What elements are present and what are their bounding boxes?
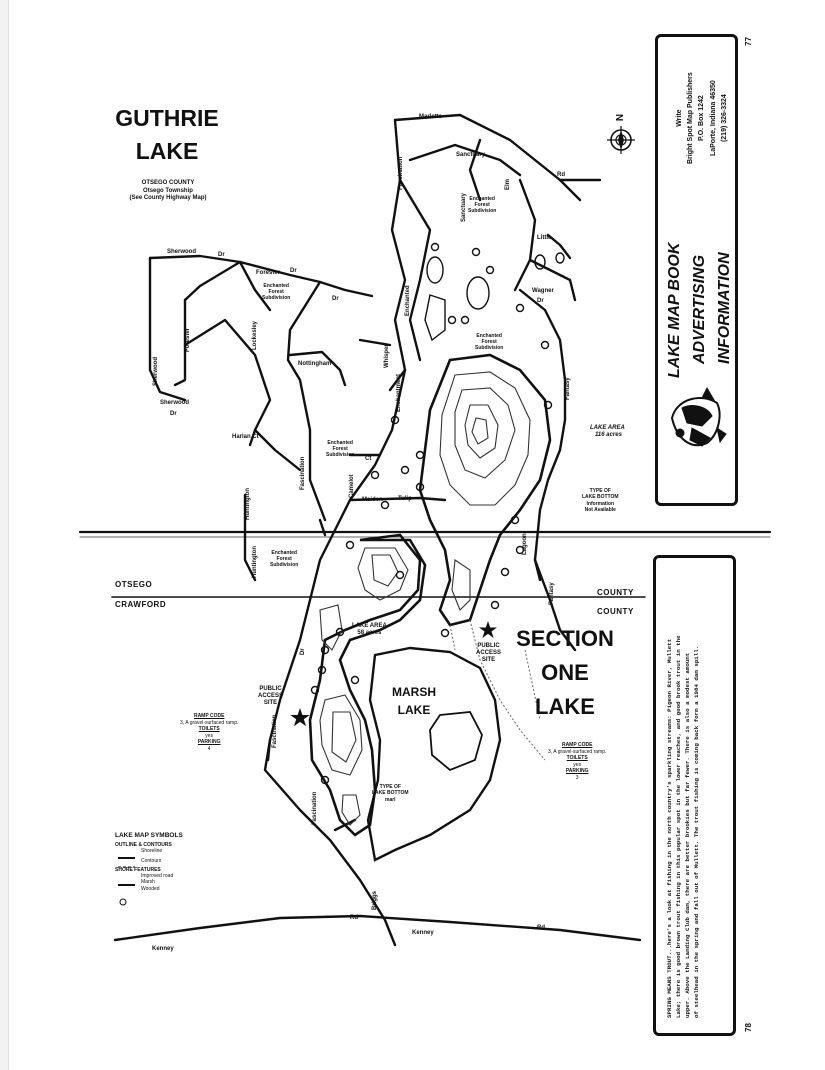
subdivision-mid: [326, 440, 354, 458]
otsego-label: OTSEGO: [115, 580, 153, 589]
section-one-bottom-l3: marl: [385, 796, 396, 803]
subdiv-c-l3: Subdivision: [475, 345, 504, 351]
guthrie-note: (See County Highway Map): [129, 195, 207, 201]
east-toilets-val: yes: [573, 761, 582, 768]
section-one-title-l2: ONE: [541, 660, 589, 686]
marsh-lake-label: [392, 683, 436, 719]
guthrie-title: [112, 102, 222, 169]
road-dr-fascination: Dr: [332, 296, 339, 302]
road-sherwood-top: Sherwood: [167, 249, 197, 255]
west-ramp-info: [180, 713, 238, 752]
road-sanctuary: Sanctuary: [456, 152, 486, 158]
guthrie-county-block: [118, 180, 218, 203]
subdiv-d-l3: Subdivision: [326, 452, 355, 458]
road-elm: Elm: [505, 178, 511, 190]
advertising-line2: ADVERTISING: [690, 254, 708, 364]
guthrie-lake-area-label: LAKE AREA: [590, 425, 625, 431]
section-one-bottom-l1: TYPE OF: [379, 784, 401, 790]
east-access-l3: SITE: [481, 657, 496, 664]
road-rd-ne: Rd: [557, 172, 565, 178]
ad-write: Write: [676, 109, 683, 127]
subdiv-a-l1: Enchanted: [469, 196, 495, 202]
subdiv-b-l2: Forest: [268, 289, 284, 295]
road-fascination-north: Fascination: [398, 156, 404, 190]
road-enchanted-vertical: Enchanted: [405, 285, 411, 316]
guthrie-county: OTSEGO COUNTY: [141, 180, 195, 186]
road-ct-camelot: Ct: [365, 456, 372, 462]
ad-city: LaPorte, Indiana 46350: [709, 80, 717, 157]
west-public-access: [258, 686, 283, 708]
road-kenney-east: Kenney: [412, 930, 434, 936]
advertising-line1: LAKE MAP BOOK: [666, 242, 683, 378]
west-access-l1: PUBLIC: [259, 686, 282, 692]
kenney-road: [115, 916, 640, 940]
road-rd-kenney: Rd: [350, 915, 358, 921]
east-public-access: [476, 643, 501, 665]
road-camelot: Camelot: [349, 474, 355, 498]
road-dr-wagner: Dr: [537, 298, 544, 304]
west-parking: PARKING: [197, 739, 221, 745]
subdiv-e-l1: Enchanted: [271, 550, 297, 556]
county-label-top: COUNTY: [597, 588, 634, 597]
legend-outline: OUTLINE & CONTOURS: [115, 842, 172, 849]
page-number-top: 77: [744, 37, 753, 46]
road-fantasy-north: Fantasy: [565, 377, 571, 400]
legend-improved-road: Improved road: [141, 873, 174, 880]
subdivision-center: [475, 333, 503, 351]
road-dr-top: Dr: [218, 252, 225, 258]
road-kenney-west: Kenney: [152, 946, 174, 952]
section-one-lake-area: [352, 623, 387, 637]
guthrie-lake-area-value: 116 acres: [595, 432, 622, 439]
subdiv-c-l2: Forest: [481, 339, 497, 345]
subdiv-b-l3: Subdivision: [262, 295, 291, 301]
legend-title: LAKE MAP SYMBOLS: [115, 832, 183, 839]
road-tulip: Tulip: [398, 496, 412, 502]
trout-note-line2: Lake; there is good brown trout fishing in this popular spot in the lower reaches, and good brook trout in the: [674, 635, 682, 1018]
road-forester-top: Forester: [256, 270, 281, 276]
section-one-title: [505, 622, 625, 724]
road-sherwood-bottom: Sherwood: [160, 400, 190, 406]
road-harlan-ct: Harlan Ct: [232, 434, 259, 440]
road-forester-vertical: Forester: [185, 327, 191, 352]
advertising-line3: INFORMATION: [715, 252, 733, 364]
east-parking-val: 3: [575, 774, 579, 781]
road-enchantment: Enchantment: [396, 373, 402, 412]
legend-contour: Contours: [141, 857, 162, 864]
trout-note-line3: upper. Above the Landing Club dam, there are better brookies but far fewer. There is also a modest amount: [683, 652, 691, 1018]
fish-mascot-illustration: [662, 378, 730, 458]
subdiv-a-l2: Forest: [474, 202, 490, 208]
road-marlette: Marlette: [419, 114, 443, 120]
guthrie-lake-shore: [420, 355, 550, 625]
west-ramp-code: RAMP CODE: [193, 713, 225, 719]
guthrie-title-line1: GUTHRIE: [115, 105, 219, 131]
trout-note-line1: SPRING MEANS TROUT...here's a look at fishing in the north country's sparkling streams: Pigeon River, Mullett: [666, 638, 673, 1018]
road-fantasy-south: Fantasy: [549, 582, 555, 605]
subdiv-b-l1: Enchanted: [263, 283, 289, 289]
road-briggs: Briggs: [372, 890, 378, 910]
compass-north-letter: N: [615, 113, 627, 122]
west-toilets: TOILETS: [198, 726, 220, 732]
county-label-bottom: COUNTY: [597, 607, 634, 616]
advertising-title: [663, 243, 737, 378]
map-legend: [115, 832, 183, 892]
road-dr-sherwood-bottom: Dr: [170, 411, 177, 417]
road-fascination-lower: Fascination: [312, 791, 318, 825]
west-access-l2: ACCESS: [258, 693, 284, 700]
road-whisper: Whisper: [384, 344, 390, 368]
subdiv-e-l3: Subdivision: [270, 562, 299, 568]
road-sanctuary-vertical: Sanctuary: [461, 192, 467, 222]
road-huntington-north: Huntington: [245, 488, 251, 520]
east-ramp-desc: 3, A gravel-surfaced ramp.: [548, 748, 607, 755]
guthrie-bottom-l1: TYPE OF: [589, 488, 611, 494]
ad-publisher: Bright Spot Map Publishers: [687, 72, 695, 164]
section-one-bottom: [372, 784, 409, 803]
section-one-title-l3: LAKE: [535, 694, 595, 720]
section-one-bottom-l2: LAKE BOTTOM: [372, 790, 409, 797]
west-access-l3: SITE: [263, 700, 278, 707]
trout-note-line4: of steelhead in the spring and fall out of Mullett. The trout fishing is coming back form a 1984 dam spill.: [692, 645, 700, 1018]
guthrie-township: Otsego Township: [143, 187, 193, 194]
road-lagoon: Lagoon: [522, 533, 528, 555]
guthrie-title-line2: LAKE: [135, 138, 199, 165]
road-sherwood-vertical: Sherwood: [153, 356, 159, 386]
page-number-bottom: 78: [744, 1023, 753, 1032]
legend-shoreline: Shoreline: [141, 848, 163, 855]
east-parking: PARKING: [565, 768, 589, 774]
guthrie-bottom-type: [582, 488, 619, 513]
road-maiden: Maiden: [362, 497, 383, 503]
compass-rose: [607, 126, 635, 154]
ad-phone: (219) 326-3324: [720, 94, 728, 143]
subdivision-south: [270, 550, 298, 568]
marsh-lake-l2: LAKE: [397, 703, 431, 717]
road-huntington-south: Huntington: [252, 546, 258, 578]
section-one-title-l1: SECTION: [516, 626, 614, 651]
road-rd-kenney-east: Rd: [537, 925, 545, 931]
marsh-lake-shore: [368, 648, 500, 860]
subdivision-west: [262, 283, 290, 301]
road-fascination-mid: Fascination: [300, 456, 306, 490]
guthrie-lake-area: [590, 425, 625, 439]
legend-wooded: Wooded: [141, 885, 160, 892]
crawford-label: CRAWFORD: [115, 600, 167, 609]
road-dr-west: Dr: [300, 648, 306, 655]
advertising-address: [674, 72, 730, 164]
guthrie-bottom-l2: LAKE BOTTOM: [582, 494, 619, 501]
east-access-l2: ACCESS: [476, 650, 502, 657]
legend-shore-features: SHORE FEATURES: [115, 866, 161, 873]
ad-po-box: P.O. Box 1242: [698, 95, 706, 141]
road-dr-forester: Dr: [290, 268, 297, 274]
road-nottingham: Nottingham: [298, 361, 332, 367]
road-wagner: Wagner: [532, 288, 554, 294]
west-ramp-desc: 3, A gravel-surfaced ramp.: [180, 719, 239, 726]
guthrie-bottom-l3: Information: [586, 500, 615, 507]
section-one-lake-area-label: LAKE AREA: [352, 623, 387, 629]
legend-marsh: Marsh: [141, 879, 155, 886]
subdiv-e-l2: Forest: [276, 556, 292, 562]
section-one-lake-area-value: 58 acres: [357, 630, 382, 637]
marsh-lake-l1: MARSH: [392, 685, 436, 699]
west-parking-val: 4: [207, 745, 211, 752]
subdiv-d-l1: Enchanted: [327, 440, 353, 446]
subdiv-d-l2: Forest: [332, 446, 348, 452]
guthrie-bottom-l4: Not Available: [584, 506, 616, 513]
trout-note-text: [666, 635, 702, 1018]
road-fascination-south: Fascination: [272, 714, 278, 748]
subdivision-north: [468, 196, 496, 214]
west-toilets-val: yes: [205, 732, 214, 739]
east-toilets: TOILETS: [566, 755, 588, 761]
subdiv-c-l1: Enchanted: [476, 333, 502, 339]
east-ramp-code: RAMP CODE: [561, 742, 593, 748]
road-lockesley: Lockesley: [252, 320, 258, 350]
east-ramp-info: [548, 742, 606, 781]
east-access-l1: PUBLIC: [477, 643, 500, 649]
road-little: Little: [537, 235, 552, 241]
subdiv-a-l3: Subdivision: [468, 208, 497, 214]
